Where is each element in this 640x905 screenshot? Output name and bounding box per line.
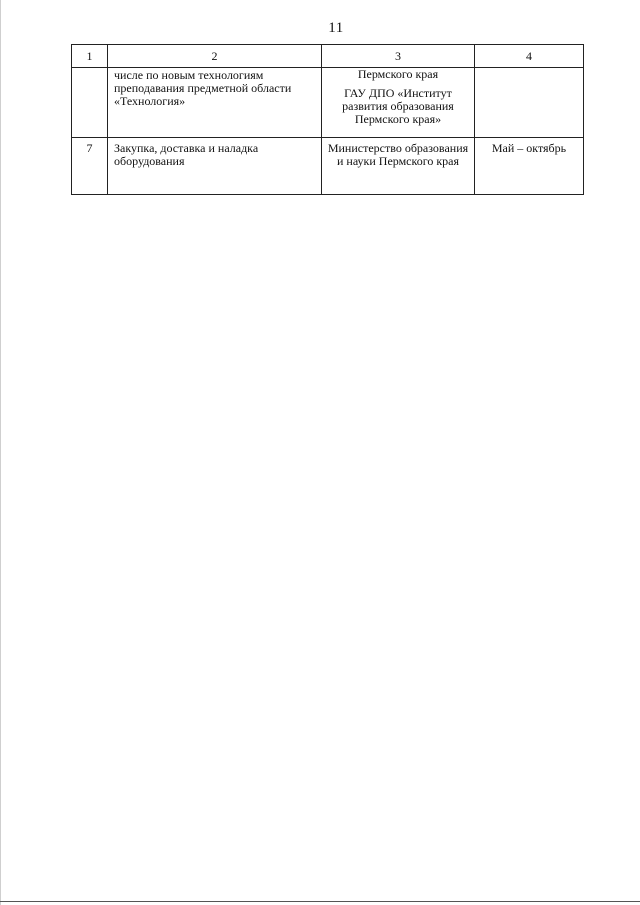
responsible-cell [322, 68, 475, 138]
column-header-1: 1 [72, 45, 108, 68]
page-number: 11 [328, 20, 344, 36]
responsible-line: Министерство образования и науки Пермского края [327, 141, 469, 168]
responsible-line: Пермского края [357, 67, 439, 81]
responsible-line: ГАУ ДПО «Институт развития образования Пермского края» [342, 86, 454, 126]
dates-cell [475, 68, 584, 138]
table-header-row [72, 45, 584, 68]
dates-cell: Май – октябрь [475, 138, 584, 195]
responsible-cell [322, 138, 475, 195]
table-row [72, 138, 584, 195]
column-header-4: 4 [475, 45, 584, 68]
activity-cell: числе по новым технологиям преподавания предметной области «Технология» [108, 68, 322, 138]
scan-left-edge [0, 0, 1, 905]
activity-cell: Закупка, доставка и наладка оборудования [108, 138, 322, 195]
column-header-2: 2 [108, 45, 322, 68]
scan-bottom-edge [0, 901, 640, 902]
row-number-cell [72, 68, 108, 138]
plan-table [71, 44, 584, 195]
table-row [72, 68, 584, 138]
row-number-cell: 7 [72, 138, 108, 195]
column-header-3: 3 [322, 45, 475, 68]
